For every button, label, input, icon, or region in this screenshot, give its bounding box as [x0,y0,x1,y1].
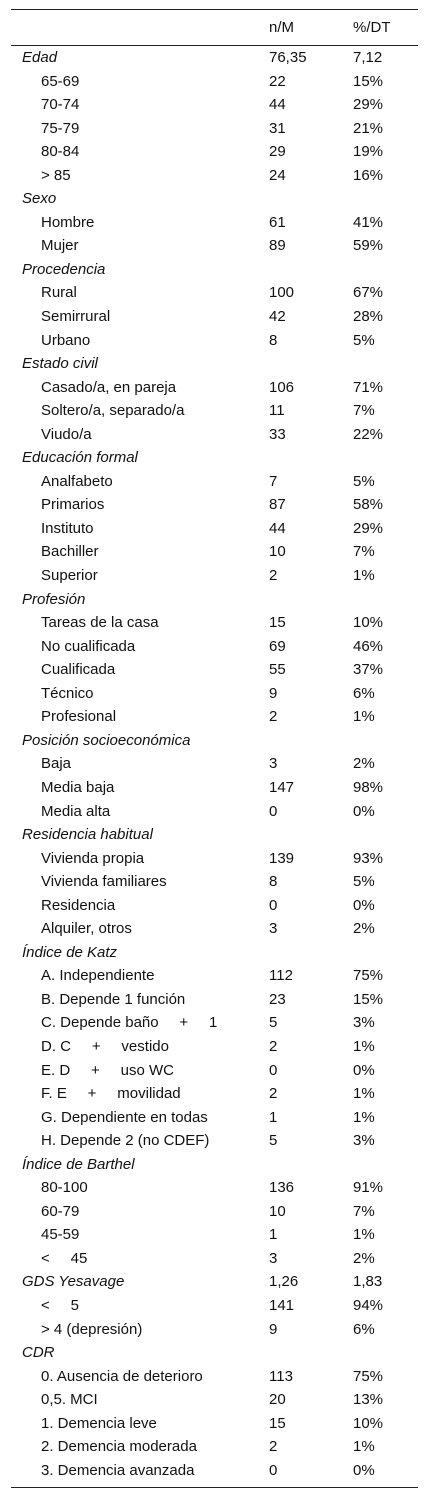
header-percent-column: %/DT [353,19,391,36]
row-label: 80-84 [41,143,80,161]
row-percent-value: 0% [353,1061,375,1079]
table-section-row [11,823,418,847]
row-n-value: 2 [269,708,278,726]
row-percent-value: 28% [353,308,384,326]
table-row [11,1059,418,1083]
row-n-value: 55 [269,661,286,679]
table-row [11,894,418,918]
row-percent-value: 1% [353,1226,375,1244]
row-n-value: 0 [269,896,278,914]
row-label: E. D + uso WC [41,1061,174,1079]
row-percent-value: 2% [353,920,375,938]
row-n-value: 0 [269,1061,278,1079]
row-label: Semirrural [41,308,111,326]
row-n-value: 2 [269,1085,278,1103]
row-n-value: 23 [269,990,286,1008]
row-percent-value: 93% [353,849,384,867]
row-label: Instituto [41,519,94,537]
row-label: H. Depende 2 (no CDEF) [41,1132,210,1150]
row-percent-value: 94% [353,1296,384,1314]
row-percent-value: 46% [353,637,384,655]
table-row [11,93,418,117]
table-header-row [11,9,418,45]
row-percent-value: 1% [353,1108,375,1126]
table-row [11,1129,418,1153]
row-percent-value: 1,83 [353,1273,383,1291]
table-row [11,376,418,400]
row-n-value: 24 [269,166,286,184]
table-row [11,1459,418,1483]
table-section-row [11,941,418,965]
row-label: Estado civil [22,355,98,373]
row-label: No cualificada [41,637,136,655]
row-label: Procedencia [22,260,106,278]
table-section-row [11,1270,418,1294]
row-n-value: 22 [269,72,286,90]
row-label: CDR [22,1344,55,1362]
row-label: Residencia [41,896,116,914]
row-percent-value: 2% [353,755,375,773]
row-label: Profesión [22,590,86,608]
row-label: Técnico [41,684,94,702]
row-label: Posición socioeconómica [22,731,191,749]
table-row [11,658,418,682]
row-label: 2. Demencia moderada [41,1438,197,1456]
header-n-column: n/M [269,19,295,36]
table-row [11,776,418,800]
row-label: < 5 [41,1296,79,1314]
row-percent-value: 6% [353,1320,375,1338]
row-label: < 45 [41,1249,88,1267]
table-section-row [11,446,418,470]
table-row [11,870,418,894]
row-percent-value: 0% [353,802,375,820]
table-section-row [11,352,418,376]
row-n-value: 113 [269,1367,293,1385]
row-percent-value: 1% [353,708,375,726]
row-label: Media alta [41,802,111,820]
row-n-value: 141 [269,1296,295,1314]
row-n-value: 3 [269,755,278,773]
row-percent-value: 75% [353,1367,384,1385]
table-row [11,564,418,588]
table-row [11,1247,418,1271]
table-row [11,1176,418,1200]
table-row [11,1365,418,1389]
row-label: Superior [41,567,98,585]
table-row [11,540,418,564]
row-label: F. E + movilidad [41,1085,181,1103]
row-n-value: 106 [269,378,295,396]
row-label: Soltero/a, separado/a [41,402,185,420]
row-percent-value: 21% [353,119,384,137]
row-label: 1. Demencia leve [41,1414,157,1432]
table-row [11,140,418,164]
row-label: > 4 (depresión) [41,1320,143,1338]
table-row [11,470,418,494]
row-n-value: 8 [269,873,278,891]
table-row [11,70,418,94]
row-percent-value: 75% [353,967,384,985]
row-label: Índice de Katz [22,943,118,961]
row-percent-value: 58% [353,496,384,514]
row-n-value: 136 [269,1179,295,1197]
table-row [11,517,418,541]
row-label: Profesional [41,708,117,726]
row-percent-value: 5% [353,472,375,490]
table-row [11,1223,418,1247]
row-percent-value: 19% [353,143,384,161]
row-n-value: 3 [269,920,278,938]
row-n-value: 1 [269,1108,278,1126]
table-row [11,423,418,447]
row-n-value: 7 [269,472,278,490]
row-percent-value: 1% [353,1085,375,1103]
row-n-value: 112 [269,967,293,985]
row-n-value: 44 [269,96,286,114]
row-percent-value: 5% [353,873,375,891]
row-label: 0,5. MCI [41,1391,98,1409]
row-label: 60-79 [41,1202,80,1220]
table-row [11,800,418,824]
row-n-value: 2 [269,1438,278,1456]
row-percent-value: 59% [353,237,384,255]
row-label: G. Dependiente en todas [41,1108,208,1126]
row-percent-value: 22% [353,425,384,443]
table-row [11,1011,418,1035]
row-label: Índice de Barthel [22,1155,135,1173]
row-n-value: 9 [269,1320,278,1338]
row-percent-value: 10% [353,1414,384,1432]
row-percent-value: 7,12 [353,49,383,66]
row-percent-value: 37% [353,661,384,679]
row-label: A. Independiente [41,967,155,985]
row-n-value: 20 [269,1391,286,1409]
row-label: Bachiller [41,543,99,561]
row-n-value: 87 [269,496,286,514]
row-n-value: 8 [269,331,278,349]
row-label: > 85 [41,166,71,184]
row-label: Educación formal [22,449,138,467]
row-percent-value: 10% [353,614,384,632]
table-row [11,117,418,141]
row-label: 65-69 [41,72,80,90]
table-body [11,46,418,1482]
table-section-row [11,1153,418,1177]
row-n-value: 5 [269,1132,278,1150]
row-label: Media baja [41,778,115,796]
row-n-value: 42 [269,308,286,326]
row-n-value: 1 [269,1226,278,1244]
row-n-value: 0 [269,1461,278,1479]
row-label: Tareas de la casa [41,614,159,632]
row-label: Cualificada [41,661,116,679]
row-n-value: 29 [269,143,286,161]
row-percent-value: 5% [353,331,375,349]
table-row [11,611,418,635]
row-label: 70-74 [41,96,80,114]
table-row [11,1294,418,1318]
row-label: Vivienda propia [41,849,145,867]
row-n-value: 147 [269,778,295,796]
table-section-row [11,588,418,612]
row-percent-value: 98% [353,778,384,796]
row-label: 45-59 [41,1226,80,1244]
row-n-value: 69 [269,637,286,655]
row-label: Hombre [41,213,95,231]
row-percent-value: 1% [353,1037,375,1055]
row-n-value: 139 [269,849,295,867]
row-n-value: 3 [269,1249,278,1267]
row-percent-value: 7% [353,543,375,561]
row-label: Mujer [41,237,79,255]
table-row [11,635,418,659]
row-percent-value: 7% [353,402,375,420]
table-section-row [11,1341,418,1365]
row-percent-value: 3% [353,1014,375,1032]
table-row [11,1435,418,1459]
row-label: GDS Yesavage [22,1273,125,1291]
row-n-value: 76,35 [269,49,307,66]
table-row [11,705,418,729]
table-row [11,1082,418,1106]
row-label: B. Depende 1 función [41,990,186,1008]
row-label: Sexo [22,190,57,208]
table-row [11,234,418,258]
row-label: D. C + vestido [41,1037,169,1055]
row-n-value: 31 [269,119,286,137]
table-row [11,399,418,423]
row-label: Viudo/a [41,425,92,443]
row-label: Casado/a, en pareja [41,378,177,396]
row-percent-value: 1% [353,567,375,585]
row-percent-value: 15% [353,990,384,1008]
row-percent-value: 13% [353,1391,384,1409]
row-label: Edad [22,49,58,66]
row-percent-value: 29% [353,519,384,537]
row-label: Urbano [41,331,91,349]
row-n-value: 89 [269,237,286,255]
row-label: Residencia habitual [22,826,153,844]
row-n-value: 2 [269,1037,278,1055]
row-n-value: 33 [269,425,286,443]
table-row [11,305,418,329]
table-section-row [11,729,418,753]
table-row [11,1388,418,1412]
table-section-row [11,46,418,70]
row-label: 3. Demencia avanzada [41,1461,195,1479]
row-label: Rural [41,284,77,302]
row-percent-value: 2% [353,1249,375,1267]
table-row [11,164,418,188]
row-n-value: 5 [269,1014,278,1032]
row-percent-value: 16% [353,166,384,184]
row-percent-value: 1% [353,1438,375,1456]
table-row [11,1318,418,1342]
table-row [11,682,418,706]
table-row [11,917,418,941]
table-row [11,211,418,235]
table-row [11,329,418,353]
row-label: 80-100 [41,1179,88,1197]
row-n-value: 15 [269,1414,286,1432]
row-n-value: 44 [269,519,286,537]
table-row [11,493,418,517]
table-row [11,281,418,305]
row-label: 75-79 [41,119,80,137]
row-n-value: 100 [269,284,295,302]
row-percent-value: 67% [353,284,384,302]
row-percent-value: 15% [353,72,384,90]
table-row [11,964,418,988]
row-label: Primarios [41,496,105,514]
row-label: 0. Ausencia de deterioro [41,1367,203,1385]
row-label: Analfabeto [41,472,113,490]
row-percent-value: 71% [353,378,384,396]
table-row [11,847,418,871]
row-label: Baja [41,755,72,773]
row-n-value: 2 [269,567,278,585]
table-section-row [11,258,418,282]
row-n-value: 15 [269,614,286,632]
table-row [11,1106,418,1130]
row-percent-value: 0% [353,1461,375,1479]
row-percent-value: 91% [353,1179,384,1197]
row-percent-value: 6% [353,684,375,702]
row-percent-value: 41% [353,213,384,231]
row-n-value: 0 [269,802,278,820]
row-percent-value: 7% [353,1202,375,1220]
table-row [11,1035,418,1059]
row-label: Vivienda familiares [41,873,167,891]
row-percent-value: 3% [353,1132,375,1150]
row-label: C. Depende baño + 1 [41,1014,218,1032]
row-n-value: 9 [269,684,278,702]
row-n-value: 1,26 [269,1273,299,1291]
row-n-value: 11 [269,402,285,420]
row-n-value: 10 [269,543,286,561]
table-row [11,1412,418,1436]
table-row [11,1200,418,1224]
row-n-value: 61 [269,213,286,231]
table-section-row [11,187,418,211]
row-percent-value: 0% [353,896,375,914]
row-percent-value: 29% [353,96,384,114]
table-row [11,988,418,1012]
row-n-value: 10 [269,1202,286,1220]
row-label: Alquiler, otros [41,920,132,938]
table-row [11,752,418,776]
